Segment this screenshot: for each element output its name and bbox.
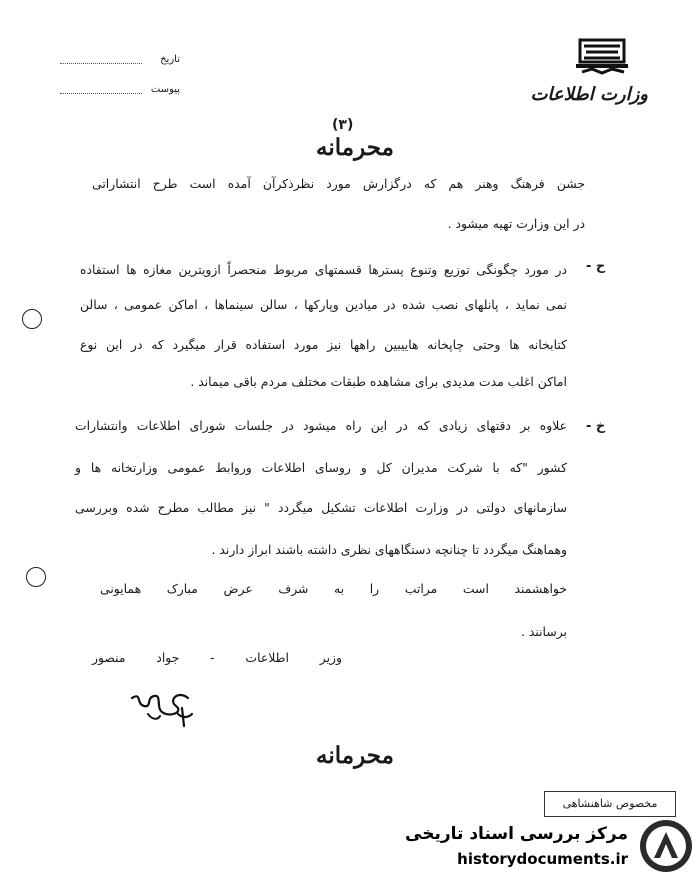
section-marker-h: ح - [586, 259, 606, 274]
attachment-field [60, 84, 180, 98]
closing-line-1: خواهشمند است مراتب را به شرف عرض مبارک همایونی [100, 581, 567, 596]
punch-hole-top [22, 309, 42, 329]
date-label: تاریخ [160, 54, 180, 65]
archive-url: historydocuments.ir [457, 850, 628, 868]
handwritten-signature [118, 684, 198, 730]
intro-line-2: در این وزارت تهیه میشود . [447, 216, 585, 231]
intro-line-1: جشن فرهنگ وهنر هم که درگزارش مورد نظرذکرآن آمده است طرح انتشاراتی [92, 176, 585, 191]
section-kh-line-3: سازمانهای دولتی در وزارت اطلاعات تشکیل میگردد " نیز مطالب مطرح شده وبررسی [75, 500, 567, 515]
section-h-line-3: کتابخانه ها وحتی چاپخانه هاییبین راهها نیز مورد استفاده قرار میگیرد که در این نوع [80, 337, 567, 352]
date-dotted-line [60, 63, 142, 64]
section-kh-line-1: علاوه بر دقتهای زیادی که در این راه میشود در جلسات شورای اطلاعات وانتشارات [75, 418, 567, 433]
imperial-stamp-box: مخصوص شاهنشاهی [544, 791, 676, 817]
attachment-dotted-line [60, 93, 142, 94]
classification-title-top: محرمانه [316, 134, 394, 161]
signatory: وزیر اطلاعات - جواد منصور [92, 650, 342, 665]
page-number: (۳) [332, 117, 354, 133]
section-h-line-4: اماکن اغلب مدت مدیدی برای مشاهده طبقات مختلف مردم باقی میماند . [190, 374, 567, 389]
section-kh-line-4: وهماهنگ میگردد تا چنانچه دستگاههای نظری داشته باشند ابراز دارند . [211, 542, 567, 557]
attachment-label: پیوست [150, 84, 180, 95]
section-h-line-1: در مورد چگونگی توزیع وتنوع پسترها قسمتهای مربوط منحصراً ازویترین مغازه ها استفاده [80, 262, 567, 277]
date-field [60, 54, 180, 68]
archive-watermark [405, 810, 700, 878]
ministry-name: وزارت اطلاعات [530, 84, 648, 105]
closing-line-2: برسانند . [520, 624, 567, 639]
section-kh-line-2: کشور "که با شرکت مدیران کل و روسای اطلاعات وروابط عمومی وزارتخانه ها و [75, 460, 567, 475]
archive-logo-icon [638, 818, 694, 874]
section-marker-kh: خ - [586, 419, 606, 434]
punch-hole-bottom [26, 567, 46, 587]
ministry-emblem-icon [572, 36, 634, 78]
classification-title-bottom: محرمانه [316, 742, 394, 769]
archive-name: مرکز بررسی اسناد تاریخی [405, 824, 628, 844]
section-h-line-2: نمی نماید ، پانلهای نصب شده در میادین وپارکها ، سالن سینماها ، اماکن عمومی ، سالن [80, 297, 567, 312]
